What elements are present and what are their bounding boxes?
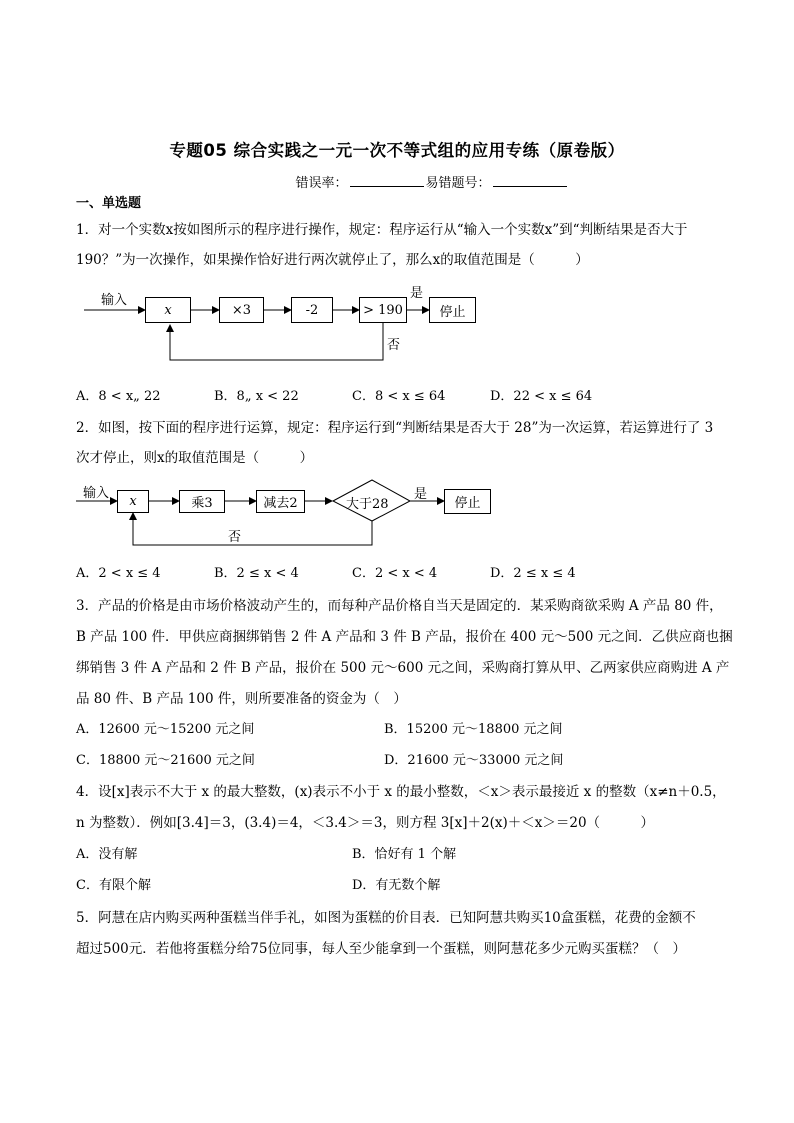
q1-box-condition: > 190 xyxy=(359,297,407,323)
page-title: 专题05 综合实践之一元一次不等式组的应用专练（原卷版） xyxy=(169,141,625,160)
q3-option-b: B．15200 元～18800 元之间 xyxy=(384,722,563,737)
wrong-no-label: 易错题号： xyxy=(425,176,491,191)
error-rate-label: 错误率： xyxy=(295,176,348,191)
q2-no-label: 否 xyxy=(228,530,242,545)
q1-input-label: 输入 xyxy=(101,293,128,308)
q3-text-line-2: B 产品 100 件．甲供应商捆绑销售 2 件 A 产品和 3 件 B 产品，报价在 400 元～500 元之间．乙供应商也捆 xyxy=(76,629,733,645)
q1-option-b: B．8„ x < 22 xyxy=(214,389,299,404)
q2-box-x: x xyxy=(117,490,149,513)
q3-text-line-4: 品 80 件、B 产品 100 件，则所要准备的资金为（ ） xyxy=(76,691,407,707)
q1-text-line-1: 1．对一个实数x按如图所示的程序进行操作，规定：程序运行从“输入一个实数x”到“判断结果是否大于 xyxy=(76,222,688,238)
q1-box-x: x xyxy=(145,297,191,323)
q4-text-line-1: 4．设[x]表示不大于 x 的最大整数，(x)表示不小于 x 的最小整数，＜x＞表示最接近 x 的整数（x≠n＋0.5， xyxy=(76,784,726,800)
q2-text-line-2: 次才停止，则x的取值范围是（ ） xyxy=(76,450,314,466)
q3-option-c: C．18800 元～21600 元之间 xyxy=(76,753,255,768)
q2-box-minus2: 减去2 xyxy=(256,490,305,513)
q2-text-line-1: 2．如图，按下面的程序进行运算，规定：程序运行到“判断结果是否大于 28”为一次运算，若运算进行了 3 xyxy=(76,420,714,436)
q4-option-d: D．有无数个解 xyxy=(352,878,441,893)
q2-box-times3: 乘3 xyxy=(179,490,225,513)
q2-box-stop: 停止 xyxy=(444,489,491,514)
q4-option-b: B．恰好有 1 个解 xyxy=(352,847,457,862)
q1-box-stop: 停止 xyxy=(429,297,476,323)
q4-option-c: C．有限个解 xyxy=(76,878,151,893)
q2-option-a: A．2 < x ≤ 4 xyxy=(76,566,161,581)
section-heading: 一、单选题 xyxy=(76,196,142,211)
q3-option-a: A．12600 元～15200 元之间 xyxy=(76,722,255,737)
q1-box-minus2: -2 xyxy=(291,297,333,323)
q1-option-d: D．22 < x ≤ 64 xyxy=(490,389,593,404)
q2-yes-label: 是 xyxy=(414,487,428,502)
q5-text-line-1: 5．阿慧在店内购买两种蛋糕当伴手礼，如图为蛋糕的价目表．已知阿慧共购买10盒蛋糕，花费的金额不 xyxy=(76,910,696,926)
q4-option-a: A．没有解 xyxy=(76,847,138,862)
q1-box-times3: ×3 xyxy=(219,297,264,323)
q2-option-d: D．2 ≤ x ≤ 4 xyxy=(490,566,576,581)
q2-option-c: C．2 < x < 4 xyxy=(352,566,438,581)
q5-text-line-2: 超过500元．若他将蛋糕分给75位同事，每人至少能拿到一个蛋糕，则阿慧花多少元购买蛋糕？（ ） xyxy=(76,941,686,957)
q1-option-a: A．8 < x„ 22 xyxy=(76,389,161,404)
q3-option-d: D．21600 元～33000 元之间 xyxy=(384,753,564,768)
q4-text-line-2: n 为整数）．例如[3.4]＝3，(3.4)＝4，＜3.4＞＝3，则方程 3[x]＋2(x)＋＜x＞＝20（ ） xyxy=(76,815,655,831)
q3-text-line-3: 绑销售 3 件 A 产品和 2 件 B 产品，报价在 500 元～600 元之间，采购商打算从甲、乙两家供应商购进 A 产 xyxy=(76,660,730,676)
q3-text-line-1: 3．产品的价格是由市场价格波动产生的，而每种产品价格自当天是固定的．某采购商欲采购 A 产品 80 件， xyxy=(76,598,723,614)
q1-text-line-2: 190？”为一次操作，如果操作恰好进行两次就停止了，那么x的取值范围是（ ） xyxy=(76,252,589,268)
q2-option-b: B．2 ≤ x < 4 xyxy=(214,566,299,581)
q1-yes-label: 是 xyxy=(410,286,424,301)
q2-decision-label: 大于28 xyxy=(346,497,389,512)
q2-input-label: 输入 xyxy=(83,486,110,501)
q1-option-c: C．8 < x ≤ 64 xyxy=(352,389,446,404)
q1-no-label: 否 xyxy=(387,338,401,353)
